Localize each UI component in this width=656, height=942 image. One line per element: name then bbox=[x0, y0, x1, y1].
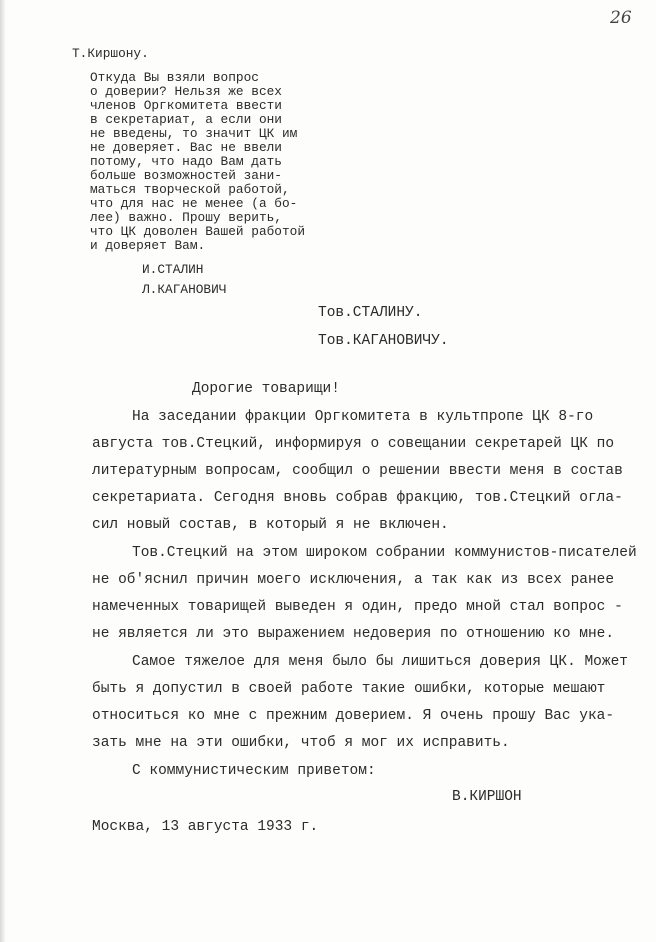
paragraph-line: намеченных товарищей выведен я один, предо мной стал вопрос - bbox=[92, 599, 623, 615]
note-signature: И.СТАЛИН bbox=[142, 262, 204, 277]
note-line: потому, что надо Вам дать bbox=[90, 154, 282, 169]
paragraph-line: августа тов.Стецкий, информируя о совещании секретарей ЦК по bbox=[92, 436, 615, 452]
paragraph-line: зать мне на эти ошибки, чтоб я мог их исправить. bbox=[92, 735, 510, 751]
note-line: что для нас не менее (а бо- bbox=[90, 196, 298, 211]
paragraph-line: относиться ко мне с прежним доверием. Я очень прошу Вас ука- bbox=[92, 708, 615, 724]
paragraph-line: не является ли это выражением недоверия по отношению ко мне. bbox=[92, 626, 615, 642]
paragraph-line: не об'яснил причин моего исключения, а так как из всех ранее bbox=[92, 572, 615, 588]
note-line: маться творческой работой, bbox=[90, 182, 290, 197]
note-line: что ЦК доволен Вашей работой bbox=[90, 224, 306, 239]
place-date: Москва, 13 августа 1933 г. bbox=[92, 819, 319, 835]
paragraph-line: сил новый состав, в который я не включен. bbox=[92, 517, 449, 533]
signature: В.КИРШОН bbox=[452, 789, 522, 805]
paragraph-line: литературным вопросам, сообщил о решении ввести меня в состав bbox=[92, 463, 623, 479]
scan-edge-shadow bbox=[0, 0, 6, 942]
note-line: о доверии? Нельзя же всех bbox=[90, 84, 282, 99]
paragraph-line: быть я допустил в своей работе такие ошибки, которые мешают bbox=[92, 681, 606, 697]
note-line: в секретариат, а если они bbox=[90, 112, 282, 127]
closing: С коммунистическим приветом: bbox=[132, 763, 376, 779]
note-line: Откуда Вы взяли вопрос bbox=[90, 70, 259, 85]
note-addressee: Т.Киршону. bbox=[72, 46, 149, 61]
note-line: членов Оргкомитета ввести bbox=[90, 98, 282, 113]
page-number: 26 bbox=[610, 8, 632, 28]
note-line: лее) важно. Прошу верить, bbox=[90, 210, 282, 225]
recipient: Тов.КАГАНОВИЧУ. bbox=[318, 333, 449, 349]
note-line: не введены, то значит ЦК им bbox=[90, 126, 298, 141]
note-signature: Л.КАГАНОВИЧ bbox=[142, 282, 227, 297]
note-line: и доверяет Вам. bbox=[90, 238, 206, 253]
salutation: Дорогие товарищи! bbox=[192, 381, 340, 397]
paragraph-line: На заседании фракции Оргкомитета в культпропе ЦК 8-го bbox=[132, 409, 594, 425]
paragraph-line: Тов.Стецкий на этом широком собрании коммунистов-писателей bbox=[132, 545, 637, 561]
note-line: не доверяет. Вас не ввели bbox=[90, 140, 282, 155]
note-line: больше возможностей зани- bbox=[90, 168, 282, 183]
paragraph-line: секретариата. Сегодня вновь собрав фракцию, тов.Стецкий огла- bbox=[92, 490, 623, 506]
recipient: Тов.СТАЛИНУ. bbox=[318, 305, 423, 321]
paragraph-line: Самое тяжелое для меня было бы лишиться доверия ЦК. Может bbox=[132, 654, 628, 670]
